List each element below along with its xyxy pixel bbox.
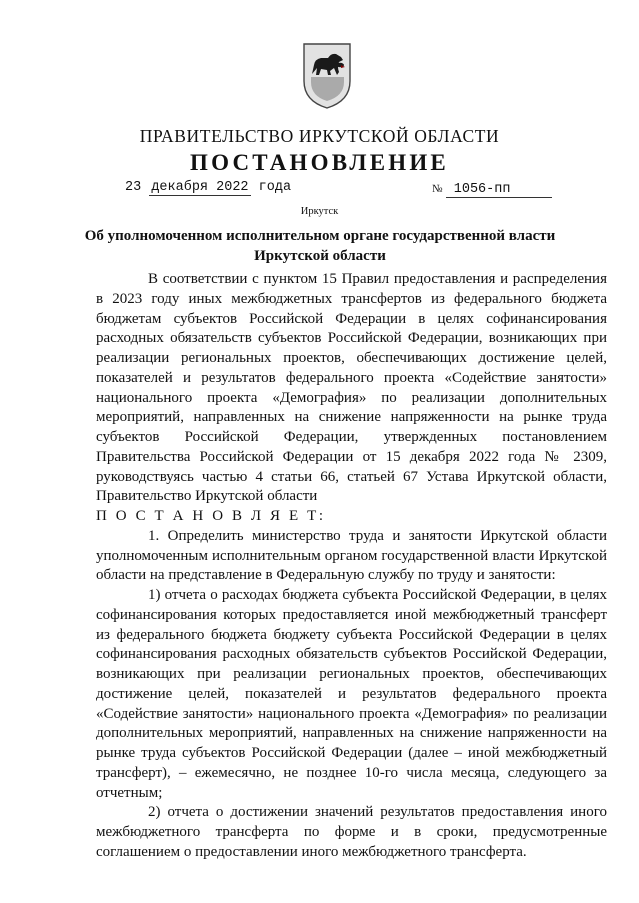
number-value: 1056-пп <box>446 182 552 198</box>
paragraph-1: 1. Определить министерство труда и занятости Иркутской области уполномоченным исполнительным органом государственной власти Иркутской области на представление в Федеральную службу по труду и занятости: <box>96 527 607 584</box>
document-type: ПОСТАНОВЛЕНИЕ <box>190 150 449 175</box>
date-day: 23 <box>125 180 142 195</box>
paragraph-1-item-2: 2) отчета о достижении значений результатов предоставления иного межбюджетного трансферта по форме и в сроки, предусмотренные соглашением о предоставлении иного межбюджетного трансферта. <box>96 804 607 860</box>
date-month-year: декабря 2022 <box>151 180 249 195</box>
paragraph-1-item-1: 1) отчета о расходах бюджета субъекта Российской Федерации, в целях софинансирования которых предоставляется иной межбюджетный трансферт из федерального бюджета бюджету субъекта Российской Федерации в целях софинансирования расходных обязательств субъектов Российской Федерации, возникающих при реализации региональных проектов, обеспечивающих достижение целей, показателей и результатов федерального проекта «Содействие занятости» национального проекта «Демография» по реализации дополнительных мероприятий, направленных на снижение напряженности на рынке труда субъектов Российской Федерации (далее – иной межбюджетный трансферт), – ежемесячно, не позднее 10-го числа месяца, следующего за отчетным; <box>96 587 607 801</box>
document-body <box>96 270 607 863</box>
coat-of-arms-icon <box>301 41 353 111</box>
city-name: Иркутск <box>300 206 339 217</box>
date-suffix: года <box>258 180 292 195</box>
number-symbol: № <box>432 183 443 195</box>
preamble-paragraph: В соответствии с пунктом 15 Правил предоставления и распределения в 2023 году иных межбюджетных трансфертов из федерального бюджета бюджетам субъектов Российской Федерации в целях софинансирования расходных обязательств субъектов Российской Федерации, возникающих при реализации региональных проектов, обеспечивающих достижение целей, показателей и результатов федерального проекта «Содействие занятости» национального проекта «Демография» по реализации дополнительных мероприятий, направленных на снижение напряженности на рынке труда субъектов Российской Федерации, утвержденных постановлением Правительства Российской Федерации от 15 декабря 2022 года № 2309, руководствуясь частью 4 статьи 66, статьей 67 Устава Иркутской области, Правительство Иркутской области <box>96 271 607 505</box>
document-number <box>432 180 552 198</box>
document-date <box>125 180 291 195</box>
decree-word: П О С Т А Н О В Л Я Е Т: <box>96 508 326 524</box>
government-name: ПРАВИТЕЛЬСТВО ИРКУТСКОЙ ОБЛАСТИ <box>139 126 500 146</box>
document-title: Об уполномоченном исполнительном органе государственной власти Иркутской области <box>84 228 556 264</box>
